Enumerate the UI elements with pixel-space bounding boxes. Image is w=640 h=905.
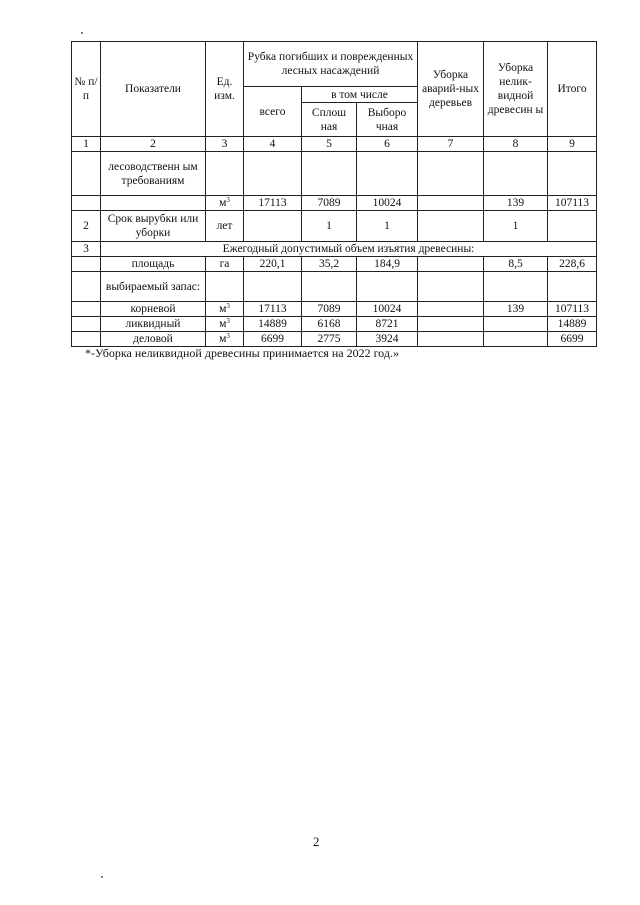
scan-speck: [101, 876, 103, 878]
row-itogo: 228,6: [548, 257, 597, 272]
col-number: 5: [302, 137, 357, 152]
row-itogo: 14889: [548, 317, 597, 332]
row-illiquid: 1: [484, 211, 548, 242]
page-number: 2: [313, 834, 320, 849]
row-selective: 8721: [357, 317, 418, 332]
table-row: [72, 211, 597, 242]
row-solid: 1: [302, 211, 357, 242]
row-num: 2: [72, 211, 101, 242]
table-row: [72, 242, 597, 257]
row-label: выбираемый запас:: [101, 272, 206, 302]
row-emergency: [418, 302, 484, 317]
row-solid: 2775: [302, 332, 357, 347]
table-row: [72, 196, 597, 211]
row-emergency: [418, 257, 484, 272]
col-number: 1: [72, 137, 101, 152]
row-total: 17113: [244, 196, 302, 211]
header-illiquid: Уборка нелик-видной древесин ы: [484, 42, 548, 137]
row-unit: га: [206, 257, 244, 272]
row-unit: $м^3$: [206, 317, 244, 332]
col-number: 4: [244, 137, 302, 152]
row-unit: $м^3$: [206, 332, 244, 347]
row-total: 220,1: [244, 257, 302, 272]
table-row: [72, 302, 597, 317]
row-unit: $м^3$: [206, 196, 244, 211]
header-emergency: Уборка аварий-ных деревьев: [418, 42, 484, 137]
row-itogo: 107113: [548, 302, 597, 317]
row-unit: лет: [206, 211, 244, 242]
header-unit: Ед. изм.: [206, 42, 244, 137]
col-number: 9: [548, 137, 597, 152]
row-selective: 10024: [357, 302, 418, 317]
table-row: [72, 257, 597, 272]
col-number: 2: [101, 137, 206, 152]
header-felling: Рубка погибших и поврежденных лесных насаждений: [244, 42, 418, 87]
row-illiquid: 139: [484, 302, 548, 317]
row-total: 6699: [244, 332, 302, 347]
header-indicators: Показатели: [101, 42, 206, 137]
row-label: площадь: [101, 257, 206, 272]
table-row: [72, 317, 597, 332]
table-row: [72, 332, 597, 347]
col-number: 8: [484, 137, 548, 152]
row-emergency: [418, 196, 484, 211]
row-emergency: [418, 211, 484, 242]
row-itogo: [548, 211, 597, 242]
col-number: 3: [206, 137, 244, 152]
header-itogo: Итого: [548, 42, 597, 137]
table-row: [72, 152, 597, 196]
row-label: Срок вырубки или уборки: [101, 211, 206, 242]
row-section-label: Ежегодный допустимый объем изъятия древесины:: [101, 242, 597, 257]
row-illiquid: [484, 332, 548, 347]
column-number-row: [72, 137, 597, 152]
row-total: [244, 211, 302, 242]
row-total: 14889: [244, 317, 302, 332]
header-selective: Выборо чная: [357, 103, 418, 137]
row-selective: 1: [357, 211, 418, 242]
row-label: деловой: [101, 332, 206, 347]
row-illiquid: 8,5: [484, 257, 548, 272]
header-including: в том числе: [302, 87, 418, 103]
row-itogo: 107113: [548, 196, 597, 211]
row-solid: 6168: [302, 317, 357, 332]
forest-use-table: [71, 41, 597, 347]
row-label: лесоводственн ым требованиям: [101, 152, 206, 196]
row-emergency: [418, 332, 484, 347]
row-illiquid: 139: [484, 196, 548, 211]
row-illiquid: [484, 317, 548, 332]
row-label: ликвидный: [101, 317, 206, 332]
row-selective: 10024: [357, 196, 418, 211]
table-row: [72, 272, 597, 302]
row-solid: 7089: [302, 196, 357, 211]
header-solid: Сплош ная: [302, 103, 357, 137]
row-selective: 184,9: [357, 257, 418, 272]
header-total-sub: всего: [244, 87, 302, 137]
col-number: 7: [418, 137, 484, 152]
row-solid: 7089: [302, 302, 357, 317]
row-unit: $м^3$: [206, 302, 244, 317]
row-itogo: 6699: [548, 332, 597, 347]
row-solid: 35,2: [302, 257, 357, 272]
row-total: 17113: [244, 302, 302, 317]
header-num: № п/ п: [72, 42, 101, 137]
footnote: *-Уборка неликвидной древесины принимается на 2022 год.»: [85, 346, 399, 360]
col-number: 6: [357, 137, 418, 152]
row-emergency: [418, 317, 484, 332]
row-selective: 3924: [357, 332, 418, 347]
row-label: корневой: [101, 302, 206, 317]
scan-speck: [81, 32, 83, 34]
row-num: 3: [72, 242, 101, 257]
